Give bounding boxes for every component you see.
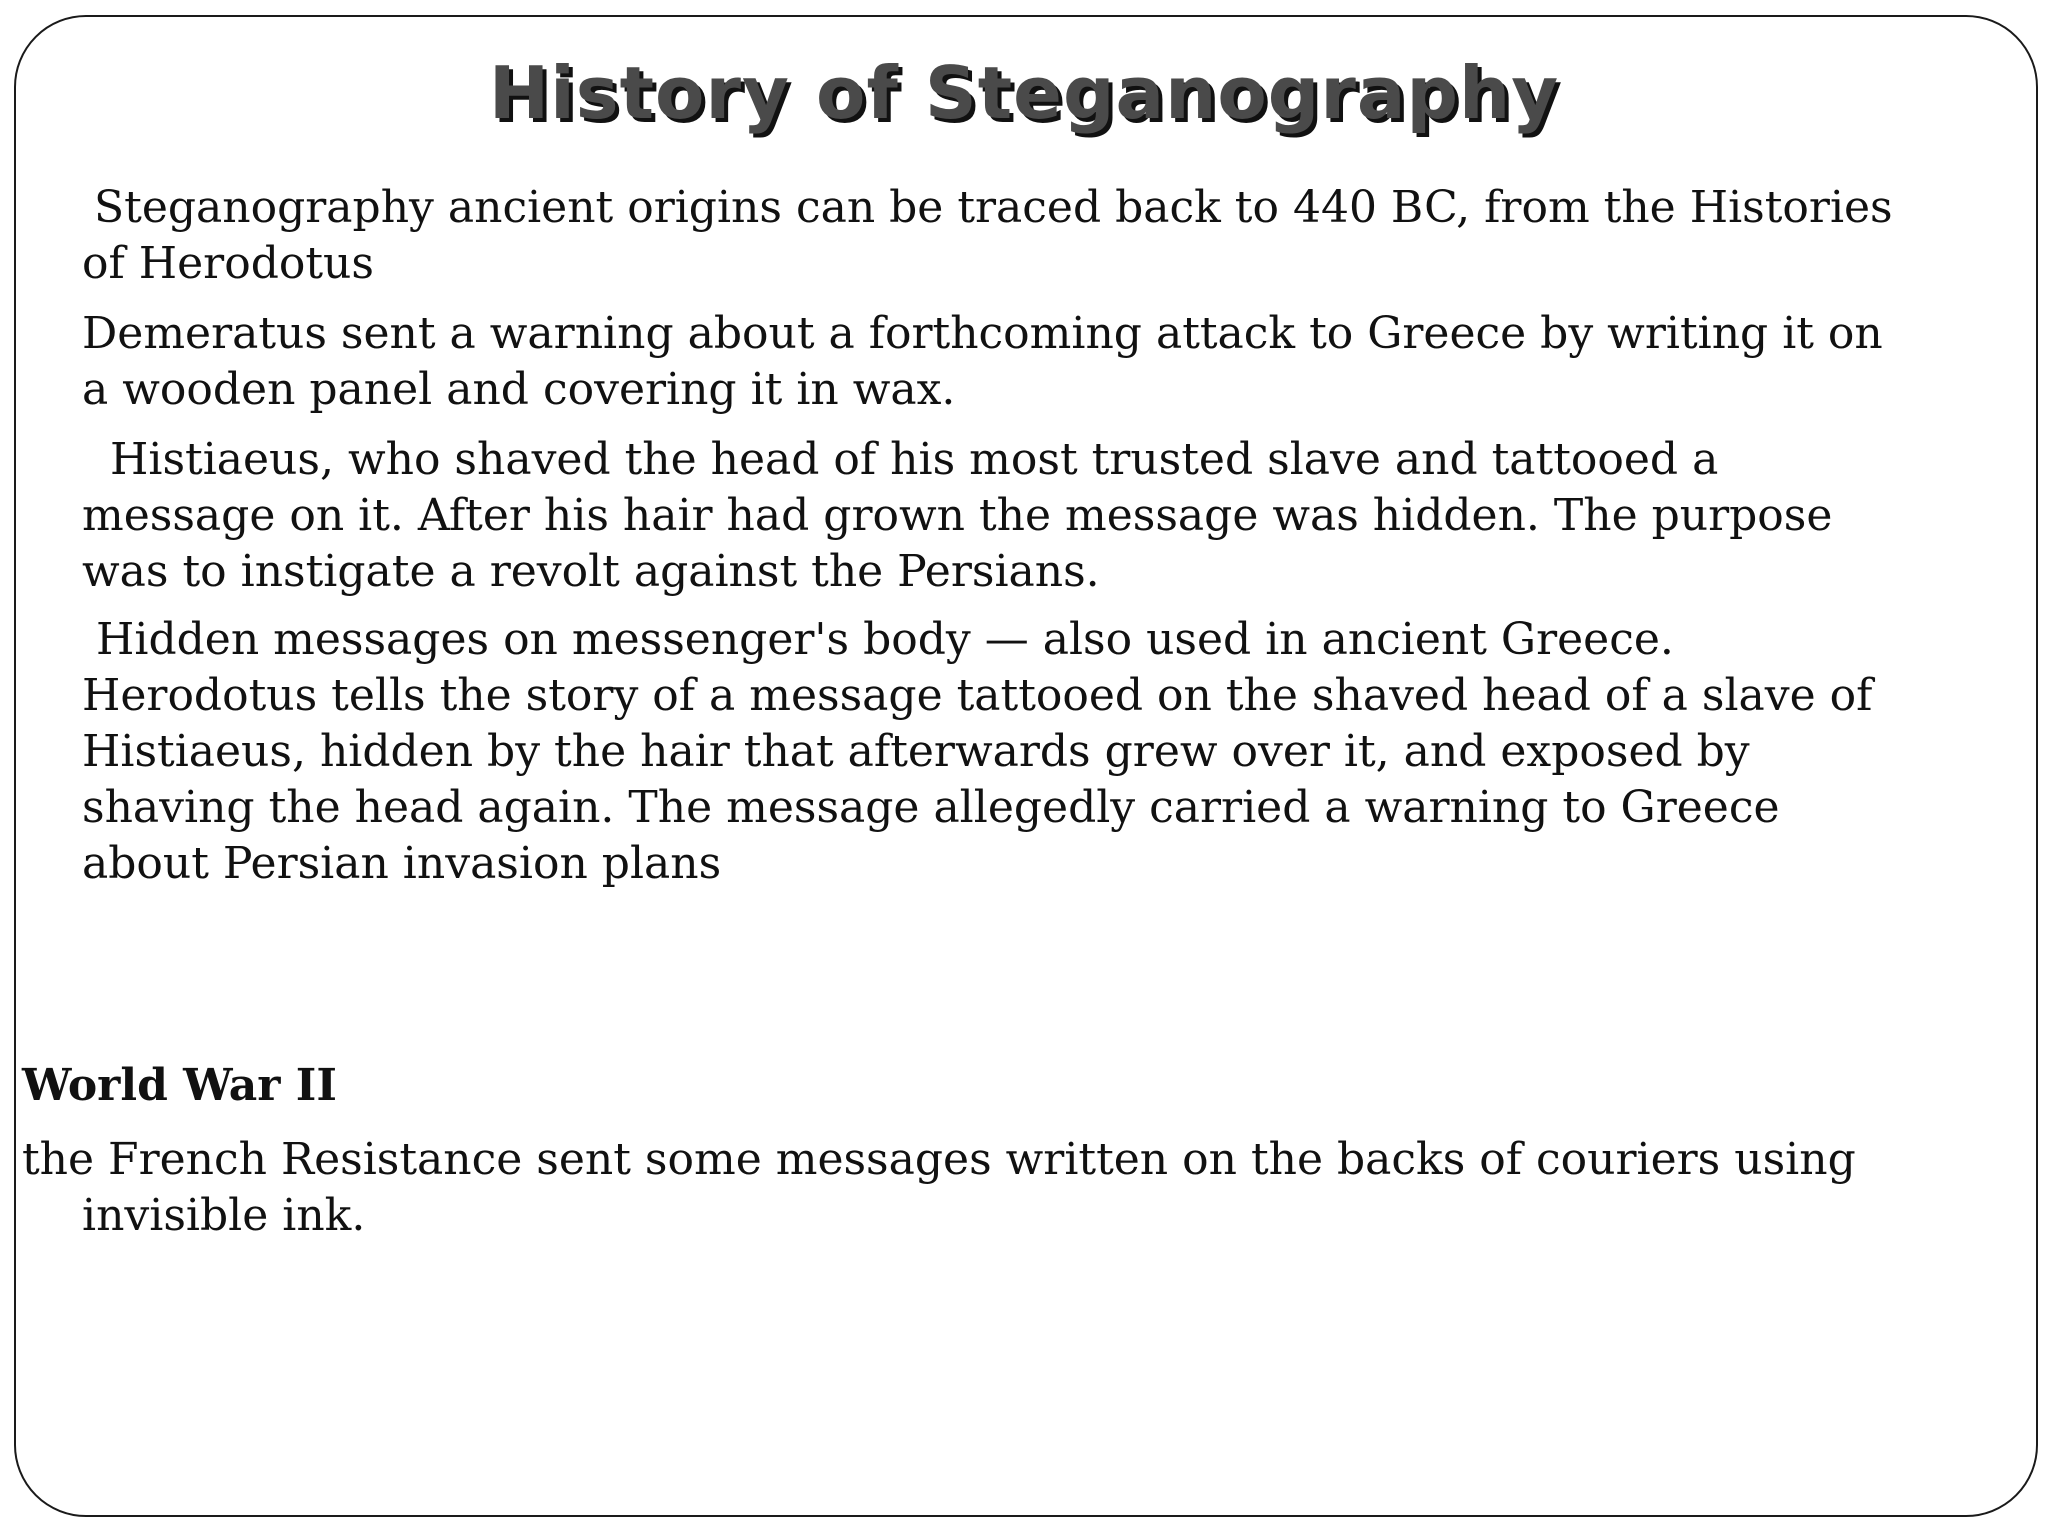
- paragraph-histiaeus: Histiaeus, who shaved the head of his most trusted slave and tattooed a message on it. After his hair had grown the message was hidden. The purpose was to instigate a revolt against the Persians.: [82, 434, 1833, 597]
- slide-title: History of Steganography: [488, 51, 1560, 135]
- paragraph-demeratus: Demeratus sent a warning about a forthcoming attack to Greece by writing it on a wooden panel and covering it in wax.: [82, 308, 1883, 415]
- paragraph-hidden-messages: Hidden messages on messenger's body — also used in ancient Greece. Herodotus tells the story of a message tattooed on the shaved head of a slave of Histiaeus, hidden by the hair that afterwards grew over it, and exposed by shaving the head again. The message allegedly carried a warning to Greece about Persian invasion plans: [82, 614, 1873, 889]
- paragraph-french-resistance: the French Resistance sent some messages written on the backs of couriers using invisible ink.: [22, 1134, 1856, 1241]
- section-heading-ww2: World War II: [22, 1060, 337, 1111]
- paragraph-origins: Steganography ancient origins can be traced back to 440 BC, from the Histories of Herodotus: [82, 182, 1893, 289]
